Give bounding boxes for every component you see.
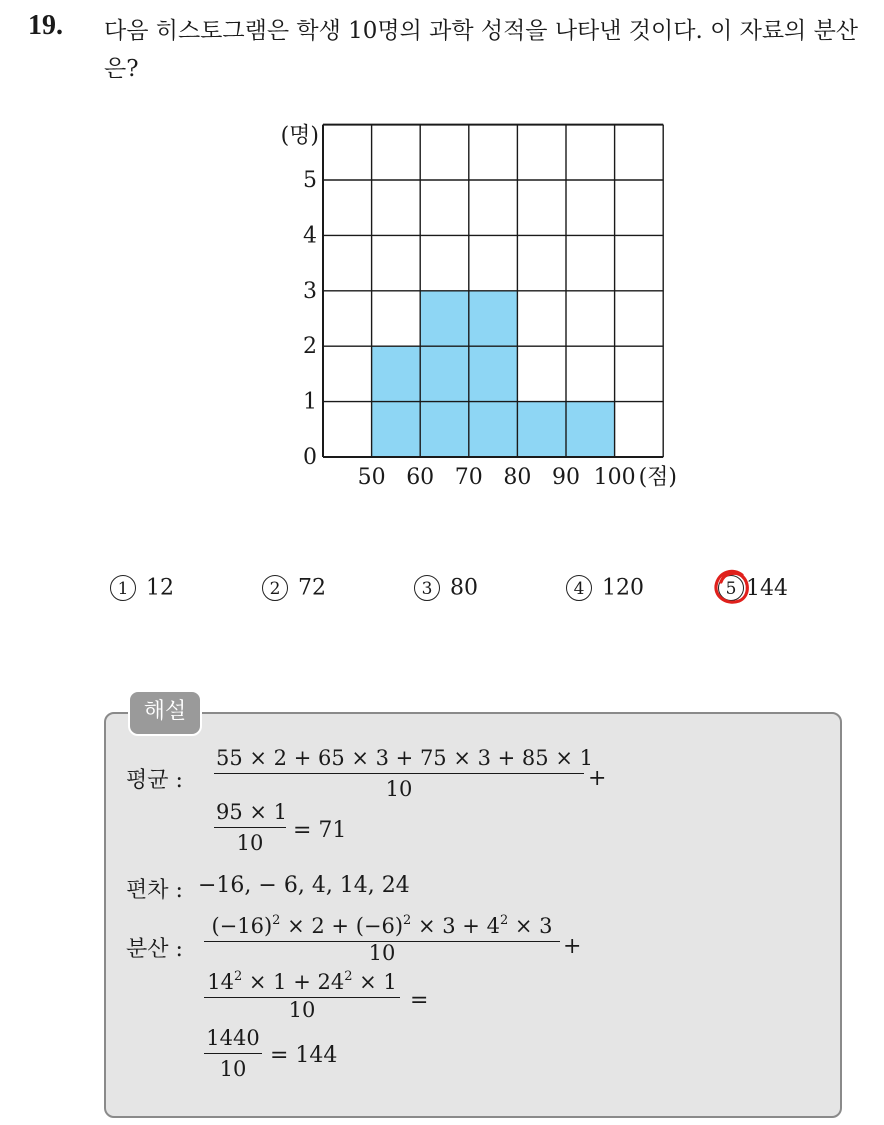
mean-frac1-denominator: 10 — [385, 777, 413, 801]
choice-1-value: 12 — [146, 575, 174, 601]
choice-2-mark: 2 — [262, 575, 288, 601]
variance-fraction-1 — [204, 913, 560, 965]
choice-4[interactable] — [566, 575, 644, 601]
x-axis-label: (점) — [638, 465, 678, 490]
mean-fraction-1 — [214, 746, 593, 801]
variance-frac2-numerator: $14^2 \times 1 + 24^2 \times 1$ — [207, 969, 397, 994]
choice-2[interactable] — [262, 575, 326, 601]
choice-3-value: 80 — [450, 575, 478, 601]
y-axis-label: (명) — [280, 123, 319, 149]
question-text: 다음 히스토그램은 학생 10명의 과학 성적을 나타낸 것이다. 이 자료의 분산은? — [104, 18, 859, 82]
mean-frac2-numerator: 95 × 1 — [216, 800, 288, 824]
answer-choices — [0, 575, 884, 615]
question-number: 19. — [28, 10, 63, 41]
y-tick-label: 0 — [303, 445, 317, 470]
variance-eq: = — [410, 988, 429, 1013]
y-tick-label: 1 — [303, 389, 317, 415]
y-tick-label: 2 — [303, 334, 317, 360]
mean-frac2-denominator: 10 — [236, 831, 264, 855]
variance-fraction-3 — [204, 1026, 262, 1081]
choice-5-mark: 5 — [718, 575, 744, 601]
histogram-bar-60~70 — [420, 291, 469, 457]
variance-fraction-2 — [204, 969, 400, 1022]
histogram-bar-90~100 — [566, 402, 615, 457]
variance-result: = 144 — [270, 1043, 338, 1068]
mean-plus: + — [588, 766, 607, 791]
variance-plus: + — [563, 934, 582, 959]
x-tick-label: 80 — [503, 465, 532, 490]
choice-5-value: 144 — [746, 575, 788, 601]
x-tick-label: 60 — [406, 465, 435, 490]
x-tick-label: 50 — [357, 465, 386, 490]
deviation-label: 편차 : — [126, 878, 183, 903]
deviation-values: −16, − 6, 4, 14, 24 — [198, 873, 410, 898]
choice-1[interactable] — [110, 575, 174, 601]
mean-label: 평균 : — [126, 768, 183, 793]
x-tick-label: 100 — [593, 465, 636, 490]
variance-frac1-numerator: $(-16)^2 \times 2 + (-6)^2 \times 3 + 4^2 \times 3$ — [211, 913, 553, 938]
histogram-chart — [255, 112, 705, 497]
mean-result: = 71 — [293, 818, 347, 843]
mean-fraction-2 — [214, 800, 286, 855]
choice-3-mark: 3 — [414, 575, 440, 601]
choice-4-mark: 4 — [566, 575, 592, 601]
solution-tab: 해설 — [128, 690, 202, 736]
histogram-bar-80~90 — [517, 402, 566, 457]
x-tick-label: 90 — [552, 465, 580, 490]
choice-2-value: 72 — [298, 575, 326, 601]
y-tick-label: 5 — [303, 168, 317, 193]
choice-1-mark: 1 — [110, 575, 136, 601]
mean-frac1-numerator: 55 × 2 + 65 × 3 + 75 × 3 + 85 × 1 — [216, 746, 593, 770]
variance-frac1-denominator: 10 — [368, 941, 396, 965]
x-tick-label: 70 — [454, 465, 483, 490]
choice-4-value: 120 — [602, 575, 644, 601]
choice-5[interactable] — [718, 575, 788, 601]
variance-frac3-denominator: 10 — [219, 1057, 247, 1081]
y-tick-label: 4 — [303, 223, 317, 249]
variance-label: 분산 : — [126, 937, 183, 962]
y-tick-label: 3 — [303, 278, 317, 304]
variance-frac3-numerator: 1440 — [206, 1026, 260, 1050]
variance-frac2-denominator: 10 — [288, 998, 316, 1022]
histogram-bar-70~80 — [469, 291, 518, 457]
choice-3[interactable] — [414, 575, 478, 601]
